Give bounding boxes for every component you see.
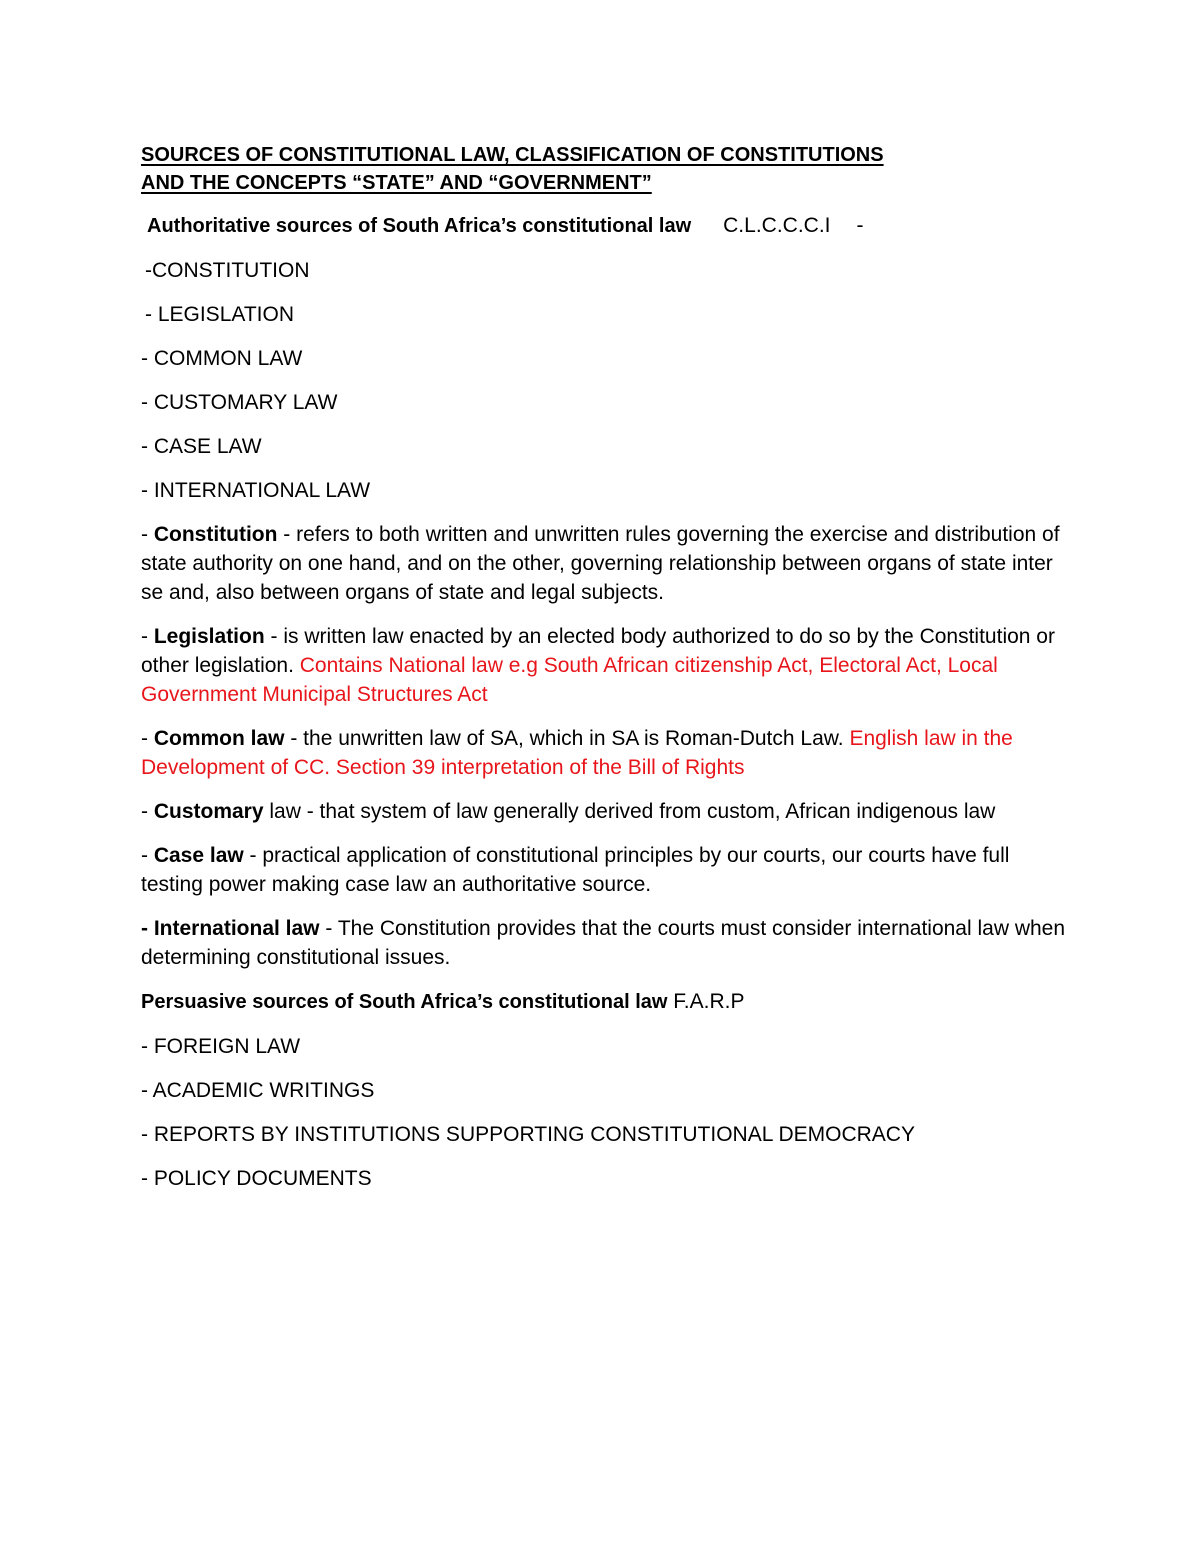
persuasive-heading: Persuasive sources of South Africa’s constitutional law	[141, 991, 668, 1013]
authoritative-mnemonic: C.L.C.C.C.I	[723, 214, 831, 237]
definition-dash: -	[141, 727, 154, 750]
definition-dash: -	[141, 917, 154, 940]
list-item-constitution: -CONSTITUTION	[145, 259, 310, 282]
definition-case-law	[141, 841, 1071, 899]
definition-customary-law-text: law - that system of law generally derived from custom, African indigenous law	[263, 800, 996, 823]
persuasive-heading-line	[141, 987, 1071, 1017]
persuasive-mnemonic: F.A.R.P	[667, 990, 745, 1013]
definition-legislation	[141, 622, 1071, 709]
authoritative-heading: Authoritative sources of South Africa’s constitutional law	[147, 215, 692, 237]
legislation-note: Contains National law e.g South African citizenship Act, Electoral Act, Local Government Municipal Structures Act	[141, 654, 998, 706]
term-common-law: Common law	[153, 727, 285, 750]
definition-common-law-text: - the unwritten law of SA, which in SA is Roman-Dutch Law.	[284, 727, 850, 750]
term-legislation: Legislation	[153, 625, 265, 648]
document-title	[141, 141, 1071, 197]
common-law-note: English law in the Development of CC. Section 39 interpretation of the Bill of Rights	[141, 727, 1013, 779]
document-body	[141, 141, 1071, 1208]
authoritative-trailing-dash: -	[856, 214, 864, 237]
authoritative-heading-line	[141, 211, 1071, 241]
title-line-1: SOURCES OF CONSTITUTIONAL LAW, CLASSIFICATION OF CONSTITUTIONS	[141, 144, 884, 166]
definition-constitution-text: - refers to both written and unwritten rules governing the exercise and distribution of state authority on one hand, and on the other, governing relationship between organs of state inter se and, also between organs of state and legal subjects.	[141, 523, 1060, 604]
list-item-case-law: - CASE LAW	[141, 435, 262, 458]
list-item-policy-documents: - POLICY DOCUMENTS	[141, 1167, 372, 1190]
list-item-academic-writings: - ACADEMIC WRITINGS	[141, 1079, 375, 1102]
definition-international-law	[141, 914, 1071, 972]
list-item-customary-law: - CUSTOMARY LAW	[141, 391, 338, 414]
definition-dash: -	[141, 523, 154, 546]
definition-customary-law	[141, 797, 1071, 826]
list-item-common-law: - COMMON LAW	[141, 347, 303, 370]
definition-common-law	[141, 724, 1071, 782]
definition-dash: -	[141, 800, 154, 823]
list-item-foreign-law: - FOREIGN LAW	[141, 1035, 301, 1058]
term-customary: Customary	[153, 800, 264, 823]
term-case-law: Case law	[153, 844, 244, 867]
title-line-2: AND THE CONCEPTS “STATE” AND “GOVERNMENT”	[141, 172, 652, 194]
term-constitution: Constitution	[153, 523, 278, 546]
definition-international-law-text: - The Constitution provides that the courts must consider international law when determining constitutional issues.	[141, 917, 1066, 969]
list-item-international-law: - INTERNATIONAL LAW	[141, 479, 371, 502]
list-item-legislation: - LEGISLATION	[145, 303, 294, 326]
term-international-law: International law	[153, 917, 320, 940]
definition-dash: -	[141, 625, 154, 648]
definition-constitution	[141, 520, 1071, 607]
definition-legislation-text: - is written law enacted by an elected body authorized to do so by the Constitution or other legislation.	[141, 625, 1055, 677]
definition-dash: -	[141, 844, 154, 867]
definition-case-law-text: - practical application of constitutional principles by our courts, our courts have full testing power making case law an authoritative source.	[141, 844, 1010, 896]
list-item-reports: - REPORTS BY INSTITUTIONS SUPPORTING CONSTITUTIONAL DEMOCRACY	[141, 1123, 915, 1146]
